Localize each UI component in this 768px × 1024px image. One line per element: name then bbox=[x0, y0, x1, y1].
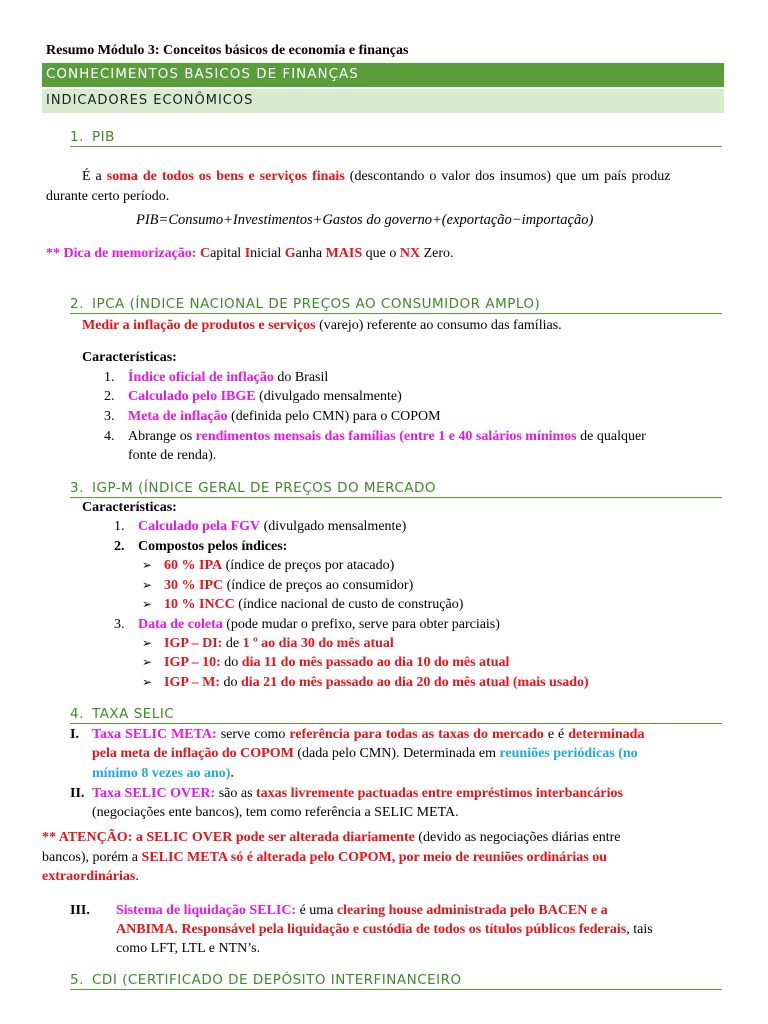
letter: G bbox=[284, 246, 296, 261]
heading-number: 2. bbox=[70, 296, 84, 312]
ipca-item-1 bbox=[104, 370, 328, 386]
igpm-item-2 bbox=[114, 539, 287, 555]
highlight-red: extraordinárias bbox=[42, 869, 136, 884]
highlight-red: SELIC META só é alterada pelo COPOM, por meio de reuniões ordinárias ou bbox=[141, 850, 608, 865]
text: é uma bbox=[299, 903, 334, 918]
selic-III-line3: como LFT, LTL e NTN’s. bbox=[116, 941, 261, 956]
document-title: Resumo Módulo 3: Conceitos básicos de economia e finanças bbox=[46, 43, 409, 58]
highlight-red: 10 % INCC bbox=[164, 597, 235, 612]
arrow-bullet-icon: ➢ bbox=[142, 655, 153, 669]
letter: I bbox=[244, 246, 251, 261]
highlight-red: referência para todas as taxas do mercado bbox=[289, 727, 544, 742]
highlight: Taxa SELIC META: bbox=[92, 727, 217, 742]
igpm-item-1 bbox=[114, 519, 406, 535]
text: do bbox=[223, 675, 238, 690]
igpm-sub-1 bbox=[142, 558, 394, 574]
igpm-collect-2 bbox=[142, 655, 509, 671]
text: serve como bbox=[220, 727, 286, 742]
igpm-collect-3 bbox=[142, 675, 589, 691]
text: apital bbox=[210, 246, 242, 261]
highlight-red: pela meta de inflação do COPOM bbox=[92, 746, 294, 761]
heading-number: 4. bbox=[70, 706, 84, 722]
highlight-red: IGP – DI: bbox=[164, 636, 223, 651]
item-number: 4. bbox=[104, 429, 115, 444]
item-number: 1. bbox=[114, 519, 125, 534]
heading-number: 5. bbox=[70, 972, 84, 988]
selic-attention-line3 bbox=[42, 869, 139, 885]
highlight: Calculado pela FGV bbox=[138, 519, 261, 534]
heading-selic bbox=[70, 706, 722, 724]
highlight-blue: reuniões periódicas (no bbox=[499, 746, 638, 761]
highlight-red: determinada bbox=[568, 727, 645, 742]
band-main-label: CONHECIMENTOS BASICOS DE FINANÇAS bbox=[46, 66, 359, 82]
heading-text: PIB bbox=[92, 129, 115, 145]
item-number: 2. bbox=[114, 539, 125, 554]
selic-I-line1 bbox=[92, 727, 722, 743]
text: Zero. bbox=[423, 246, 454, 261]
highlight-red: IGP – M: bbox=[164, 675, 220, 690]
selic-III-line1 bbox=[116, 903, 608, 919]
highlight: Índice oficial de inflação bbox=[128, 370, 274, 385]
section-band-main bbox=[42, 63, 724, 87]
selic-roman-III: III. bbox=[70, 903, 90, 918]
highlight: Meta de inflação bbox=[128, 409, 228, 424]
pib-formula: PIB=Consumo+Investimentos+Gastos do governo+(exportação−importação) bbox=[136, 212, 594, 228]
text: do bbox=[224, 655, 239, 670]
text: (dada pelo CMN). Determinada em bbox=[297, 746, 496, 761]
section-band-sub bbox=[42, 89, 724, 113]
ipca-item-4 bbox=[104, 429, 646, 445]
heading-text: IGP-M (ÍNDICE GERAL DE PREÇOS DO MERCADO bbox=[92, 480, 436, 496]
text: , tais bbox=[626, 922, 653, 937]
pib-paragraph-line1 bbox=[82, 169, 722, 185]
item-number: 2. bbox=[104, 389, 115, 404]
ipca-item-3 bbox=[104, 409, 441, 425]
arrow-bullet-icon: ➢ bbox=[142, 597, 153, 611]
arrow-bullet-icon: ➢ bbox=[142, 636, 153, 650]
text: e é bbox=[547, 727, 565, 742]
text: (índice de preços ao consumidor) bbox=[226, 578, 414, 593]
highlight-red: 30 % IPC bbox=[164, 578, 224, 593]
ipca-item-4-line2: fonte de renda). bbox=[128, 448, 217, 463]
selic-II-line2: (negociações ente bancos), tem como referência a SELIC META. bbox=[92, 805, 459, 820]
highlight-red: IGP – 10: bbox=[164, 655, 221, 670]
heading-number: 3. bbox=[70, 480, 84, 496]
igpm-sub-2 bbox=[142, 578, 413, 594]
tip-label: ** Dica de memorização: bbox=[46, 246, 197, 261]
highlight-red: dia 11 do mês passado ao dia 10 do mês atual bbox=[241, 655, 510, 670]
text: É a bbox=[82, 169, 102, 184]
selic-roman-II: II. bbox=[70, 786, 85, 801]
text: de bbox=[225, 636, 240, 651]
highlight-red: soma de todos os bens e serviços finais bbox=[106, 169, 345, 184]
selic-III-line2 bbox=[116, 922, 653, 938]
arrow-bullet-icon: ➢ bbox=[142, 558, 153, 572]
highlight: Calculado pelo IBGE bbox=[128, 389, 256, 404]
text: . bbox=[135, 869, 139, 884]
text: (devido as negociações diárias entre bbox=[418, 830, 621, 845]
ipca-item-2 bbox=[104, 389, 402, 405]
arrow-bullet-icon: ➢ bbox=[142, 578, 153, 592]
igpm-sub-3 bbox=[142, 597, 463, 613]
text: do Brasil bbox=[277, 370, 329, 385]
item-number: 1. bbox=[104, 370, 115, 385]
selic-roman-I: I. bbox=[70, 727, 79, 742]
text: de qualquer bbox=[580, 429, 646, 444]
text: nicial bbox=[250, 246, 282, 261]
highlight-red: ** ATENÇÃO: a SELIC OVER pode ser alterada diariamente bbox=[42, 830, 415, 845]
text: NX bbox=[399, 246, 421, 261]
text: MAIS bbox=[325, 246, 363, 261]
text: anha bbox=[295, 246, 323, 261]
heading-ipca bbox=[70, 296, 722, 314]
highlight-red: clearing house administrada pelo BACEN e a bbox=[336, 903, 608, 918]
highlight-red: 60 % IPA bbox=[164, 558, 223, 573]
heading-text: IPCA (ÍNDICE NACIONAL DE PREÇOS AO CONSUMIDOR AMPLO) bbox=[92, 296, 541, 312]
ipca-characteristics-label: Características: bbox=[82, 350, 177, 365]
item-number: 3. bbox=[104, 409, 115, 424]
selic-II-line1 bbox=[92, 786, 623, 802]
text: (divulgado mensalmente) bbox=[259, 389, 402, 404]
arrow-bullet-icon: ➢ bbox=[142, 675, 153, 689]
selic-I-line2 bbox=[92, 746, 638, 762]
heading-text: TAXA SELIC bbox=[92, 706, 175, 722]
text: (pode mudar o prefixo, serve para obter parciais) bbox=[226, 617, 500, 632]
text: Abrange os bbox=[128, 429, 193, 444]
highlight: Data de coleta bbox=[138, 617, 223, 632]
selic-I-line3 bbox=[92, 766, 234, 782]
heading-pib bbox=[70, 129, 722, 147]
heading-cdi bbox=[70, 972, 722, 990]
heading-igpm bbox=[70, 480, 722, 498]
igpm-item-3 bbox=[114, 617, 500, 633]
highlight-red: ANBIMA. Responsável pela liquidação e custódia de todos os títulos públicos federais bbox=[116, 922, 627, 937]
text: (índice nacional de custo de construção) bbox=[238, 597, 464, 612]
text: são as bbox=[218, 786, 253, 801]
igpm-characteristics-label: Características: bbox=[82, 500, 177, 515]
text: (varejo) referente ao consumo das famílias. bbox=[319, 318, 562, 333]
text: . bbox=[230, 766, 234, 781]
selic-attention-line2 bbox=[42, 850, 607, 866]
highlight-red: 1 º ao dia 30 do mês atual bbox=[242, 636, 394, 651]
heading-number: 1. bbox=[70, 129, 84, 145]
highlight-red: Medir a inflação de produtos e serviços bbox=[82, 318, 316, 333]
pib-memory-tip bbox=[46, 246, 454, 262]
highlight: Sistema de liquidação SELIC: bbox=[116, 903, 297, 918]
heading-text: CDI (CERTIFICADO DE DEPÓSITO INTERFINANCEIRO bbox=[92, 972, 462, 988]
letter: C bbox=[199, 246, 211, 261]
highlight-red: dia 21 do mês passado ao dia 20 do mês atual (mais usado) bbox=[241, 675, 589, 690]
highlight: rendimentos mensais das famílias (entre 1 e 40 salários mínimos bbox=[195, 429, 577, 444]
text: que o bbox=[365, 246, 397, 261]
text: Compostos pelos índices: bbox=[138, 539, 288, 554]
highlight-blue: mínimo 8 vezes ao ano) bbox=[92, 766, 231, 781]
text: (descontando o valor dos insumos) que um país produz bbox=[349, 169, 671, 184]
text: (divulgado mensalmente) bbox=[263, 519, 407, 534]
ipca-intro bbox=[82, 318, 562, 334]
igpm-collect-1 bbox=[142, 636, 394, 652]
text: bancos), porém a bbox=[42, 850, 139, 865]
highlight: Taxa SELIC OVER: bbox=[92, 786, 216, 801]
pib-paragraph-line2: durante certo período. bbox=[46, 189, 170, 204]
selic-attention-line1 bbox=[42, 830, 620, 846]
band-sub-label: INDICADORES ECONÔMICOS bbox=[46, 93, 254, 108]
text: (índice de preços por atacado) bbox=[225, 558, 395, 573]
highlight-red: taxas livremente pactuadas entre empréstimos interbancários bbox=[256, 786, 623, 801]
text: (definida pelo CMN) para o COPOM bbox=[231, 409, 441, 424]
item-number: 3. bbox=[114, 617, 125, 632]
